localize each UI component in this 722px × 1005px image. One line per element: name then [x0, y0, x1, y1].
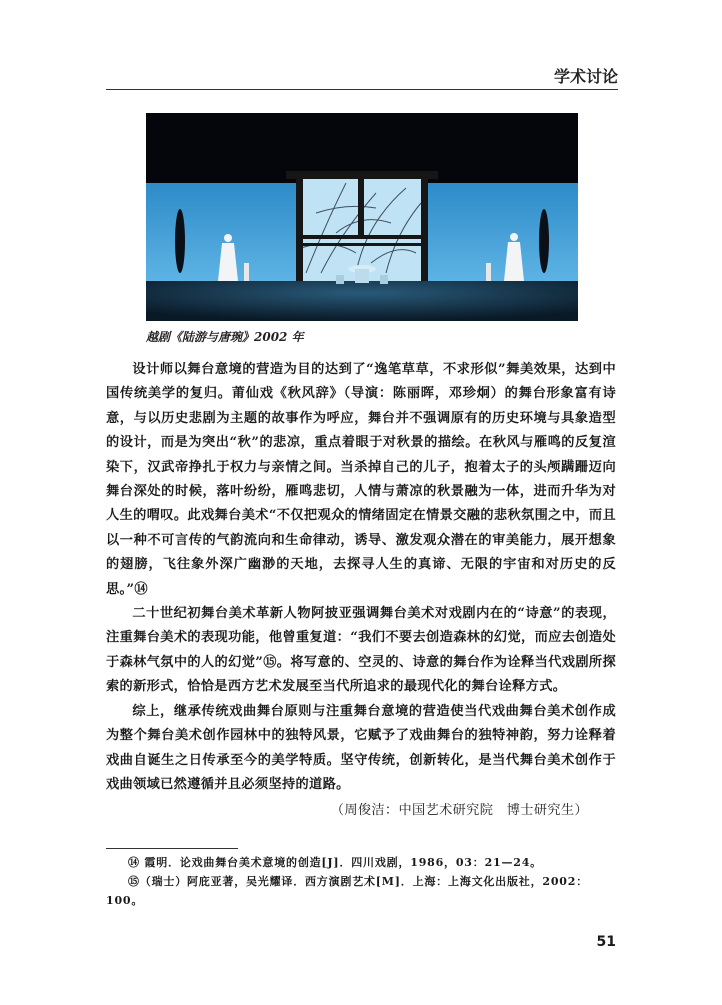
page-number: 51 [596, 934, 616, 950]
header-rule [106, 89, 618, 90]
footnote-14: ⑭ 霞明．论戏曲舞台美术意境的创造[J]．四川戏剧，1986，03：21—24。 [128, 856, 542, 869]
section-title: 学术讨论 [553, 67, 618, 86]
footnotes [106, 853, 616, 910]
article-body [106, 358, 616, 824]
footnote-rule [106, 848, 238, 849]
author-signature: （周俊洁：中国艺术研究院 博士研究生） [330, 803, 588, 819]
photo-caption: 越剧《陆游与唐琬》2002 年 [146, 330, 304, 344]
paragraph-1: 设计师以舞台意境的营造为目的达到了“逸笔草草，不求形似”舞美效果，达到中国传统美学的复归。莆仙戏《秋风辞》（导演：陈丽晖，邓珍炯）的舞台形象富有诗意，与以历史悲剧为主题的故事作为呼应，舞台并不强调原有的历史环境与具象造型的设计，而是为突出“秋”的悲凉，重点着眼于对秋景的描绘。在秋风与雁鸣的反复渲染下，汉武帝挣扎于权力与亲情之间。当杀掉自己的儿子，抱着太子的头颅蹒跚迈向舞台深处的时候，落叶纷纷，雁鸣悲切，人情与萧凉的秋景融为一体，进而升华为对人生的喟叹。此戏舞台美术“不仅把观众的情绪固定在情景交融的悲秋氛围之中，而且以一种不可言传的气韵流向和生命律动，诱导、激发观众潜在的审美能力，展开想象的翅膀，飞往象外深广幽渺的天地，去探寻人生的真谛、无限的宇宙和对历史的反思。”⑭ [106, 362, 616, 597]
footnote-15: ⑮（瑞士）阿庇亚著，吴光耀译．西方演剧艺术[M]．上海：上海文化出版社，2002：100。 [106, 875, 588, 907]
paragraph-2: 二十世纪初舞台美术革新人物阿披亚强调舞台美术对戏剧内在的“诗意”的表现，注重舞台美术的表现功能，他曾重复道：“我们不要去创造森林的幻觉，而应去创造处于森林气氛中的人的幻觉”⑮。将写意的、空灵的、诗意的舞台作为诠释当代戏剧所探索的新形式，恰恰是西方艺术发展至当代所追求的最现代化的舞台诠释方式。 [106, 606, 616, 695]
stage-photo [146, 113, 578, 321]
paragraph-3: 综上，继承传统戏曲舞台原则与注重舞台意境的营造使当代戏曲舞台美术创作成为整个舞台美术创作园林中的独特风景，它赋予了戏曲舞台的独特神韵，努力诠释着戏曲自诞生之日传承至今的美学特质。坚守传统，创新转化，是当代舞台美术创作于戏曲领域已然遵循并且必须坚持的道路。 [106, 703, 616, 792]
